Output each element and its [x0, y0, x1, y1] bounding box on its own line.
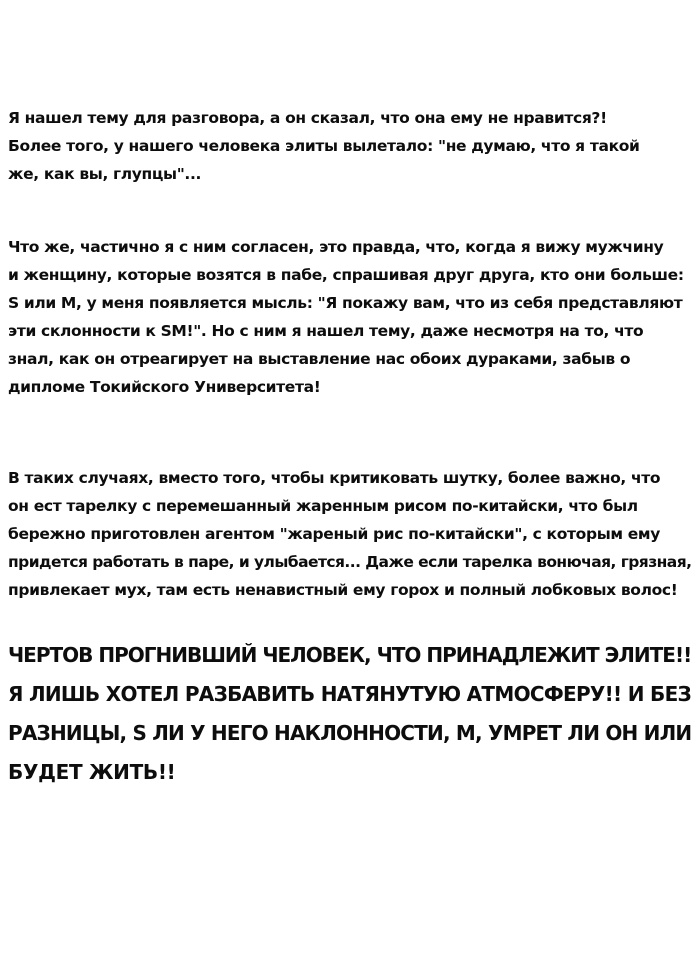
shouted-paragraph: [8, 636, 692, 792]
paragraph-1: [8, 104, 692, 188]
text-line: эти склонности к SM!". Но с ним я нашел тему, даже несмотря на то, что: [8, 322, 644, 340]
text-line: Что же, частично я с ним согласен, это правда, что, когда я вижу мужчину: [8, 238, 664, 256]
text-line: В таких случаях, вместо того, чтобы критиковать шутку, более важно, что: [8, 469, 661, 487]
text-line: Более того, у нашего человека элиты вылетало: "не думаю, что я такой: [8, 137, 640, 155]
text-line: бережно приготовлен агентом "жареный рис по-китайски", с которым ему: [8, 525, 660, 543]
text-line: он ест тарелку с перемешанный жаренным рисом по-китайски, что был: [8, 497, 638, 515]
text-line: БУДЕТ ЖИТЬ!!: [8, 760, 176, 784]
text-line: Я ЛИШЬ ХОТЕЛ РАЗБАВИТЬ НАТЯНУТУЮ АТМОСФЕРУ!! И БЕЗ: [8, 682, 692, 706]
text-line: привлекает мух, там есть ненавистный ему горох и полный лобковых волос!: [8, 581, 678, 599]
text-line: же, как вы, глупцы"...: [8, 165, 202, 183]
text-line: S или M, у меня появляется мысль: "Я покажу вам, что из себя представляют: [8, 294, 683, 312]
text-line: Я нашел тему для разговора, а он сказал, что она ему не нравится?!: [8, 109, 607, 127]
text-line: ЧЕРТОВ ПРОГНИВШИЙ ЧЕЛОВЕК, ЧТО ПРИНАДЛЕЖИТ ЭЛИТЕ!!: [8, 643, 692, 667]
text-line: дипломе Токийского Университета!: [8, 378, 321, 396]
text-line: и женщину, которые возятся в пабе, спрашивая друг друга, кто они больше:: [8, 266, 684, 284]
text-line: РАЗНИЦЫ, S ЛИ У НЕГО НАКЛОННОСТИ, M, УМРЕТ ЛИ ОН ИЛИ: [8, 721, 692, 745]
text-line: знал, как он отреагирует на выставление нас обоих дураками, забыв о: [8, 350, 631, 368]
paragraph-3: [8, 464, 692, 604]
paragraph-2: [8, 233, 692, 401]
text-line: придется работать в паре, и улыбается... Даже если тарелка вонючая, грязная,: [8, 553, 692, 571]
